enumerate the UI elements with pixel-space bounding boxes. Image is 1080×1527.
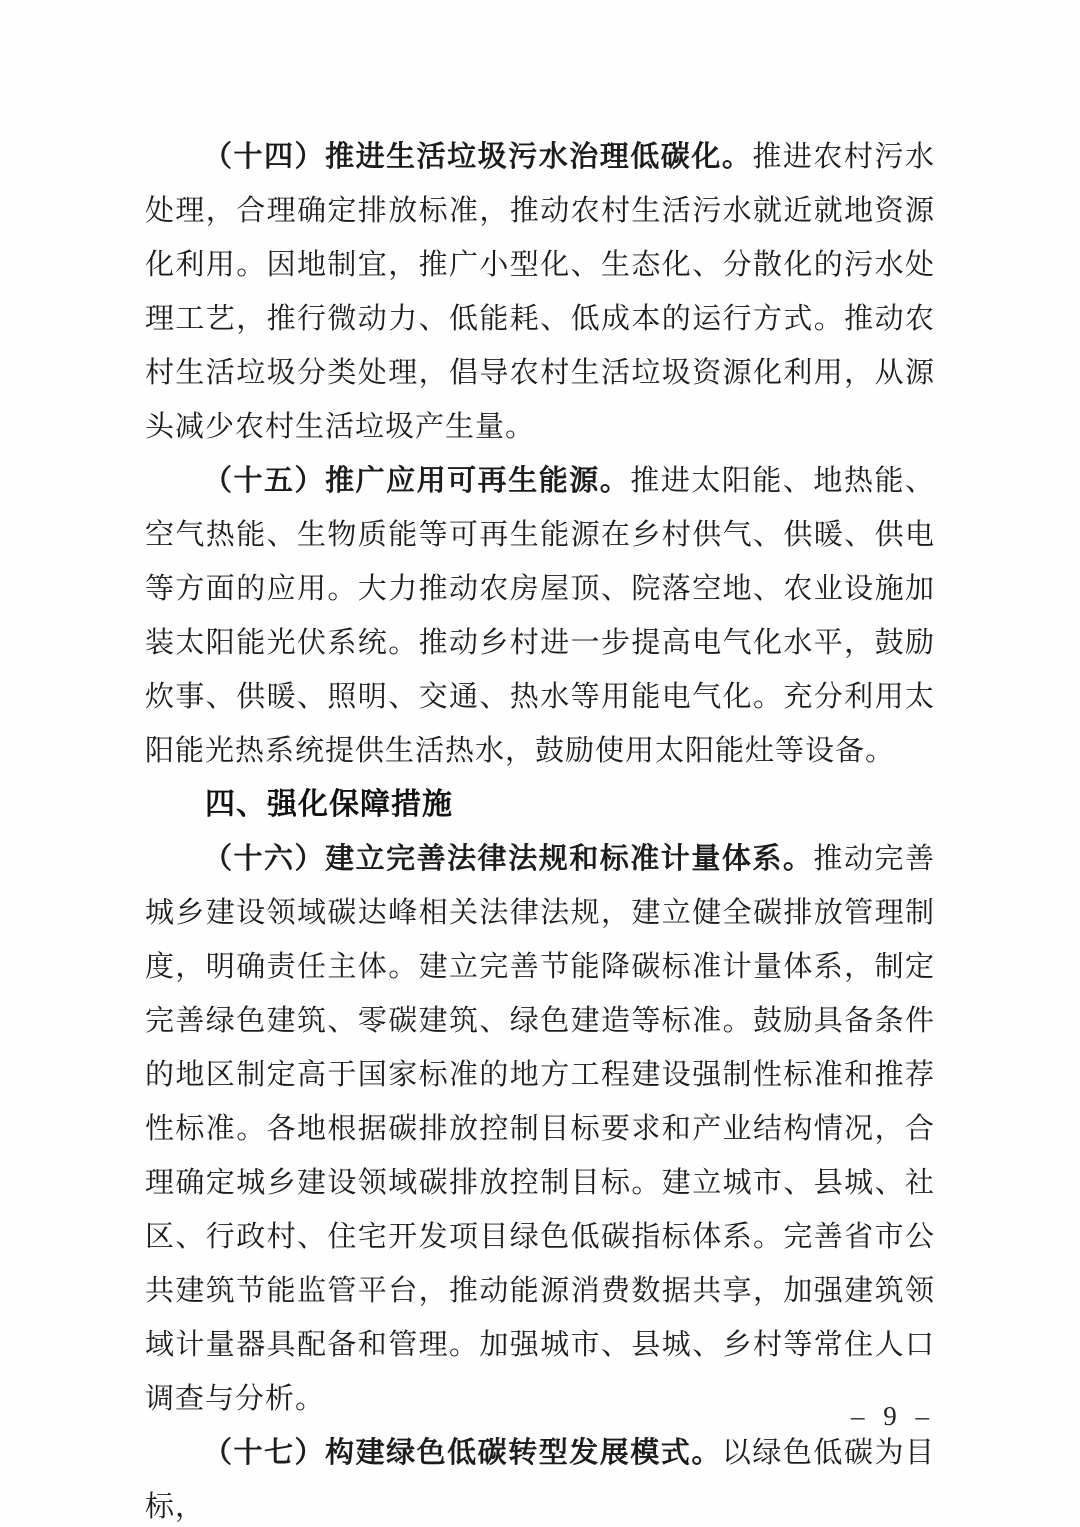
- paragraph-16-lead: （十六）建立完善法律法规和标准计量体系。: [203, 843, 814, 875]
- page-number: – 9 –: [851, 1401, 935, 1431]
- document-content: [145, 130, 935, 1527]
- section-heading: 四、强化保障措施: [205, 788, 453, 821]
- paragraph-15: [145, 454, 935, 778]
- paragraph-14-body: 推进农村污水处理，合理确定排放标准，推动农村生活污水就近就地资源化利用。因地制宜，推广小型化、生态化、分散化的污水处理工艺，推行微动力、低能耗、低成本的运行方式。推动农村生活垃圾分类处理，倡导农村生活垃圾资源化利用，从源头减少农村生活垃圾产生量。: [145, 141, 935, 443]
- paragraph-16: [145, 832, 935, 1426]
- paragraph-14: [145, 130, 935, 454]
- paragraph-16-body: 推动完善城乡建设领域碳达峰相关法律法规，建立健全碳排放管理制度，明确责任主体。建立完善节能降碳标准计量体系，制定完善绿色建筑、零碳建筑、绿色建造等标准。鼓励具备条件的地区制定高于国家标准的地方工程建设强制性标准和推荐性标准。各地根据碳排放控制目标要求和产业结构情况，合理确定城乡建设领域碳排放控制目标。建立城市、县城、社区、行政村、住宅开发项目绿色低碳指标体系。完善省市公共建筑节能监管平台，推动能源消费数据共享，加强建筑领域计量器具配备和管理。加强城市、县城、乡村等常住人口调查与分析。: [145, 843, 935, 1415]
- paragraph-14-lead: （十四）推进生活垃圾污水治理低碳化。: [203, 141, 753, 173]
- paragraph-15-body: 推进太阳能、地热能、空气热能、生物质能等可再生能源在乡村供气、供暖、供电等方面的应用。大力推动农房屋顶、院落空地、农业设施加装太阳能光伏系统。推动乡村进一步提高电气化水平，鼓励炊事、供暖、照明、交通、热水等用能电气化。充分利用太阳能光热系统提供生活热水，鼓励使用太阳能灶等设备。: [145, 465, 935, 767]
- paragraph-17: [145, 1426, 935, 1527]
- paragraph-17-body: 以绿色低碳为目标，: [145, 1437, 935, 1523]
- paragraph-17-lead: （十七）构建绿色低碳转型发展模式。: [203, 1437, 722, 1469]
- paragraph-15-lead: （十五）推广应用可再生能源。: [203, 465, 631, 497]
